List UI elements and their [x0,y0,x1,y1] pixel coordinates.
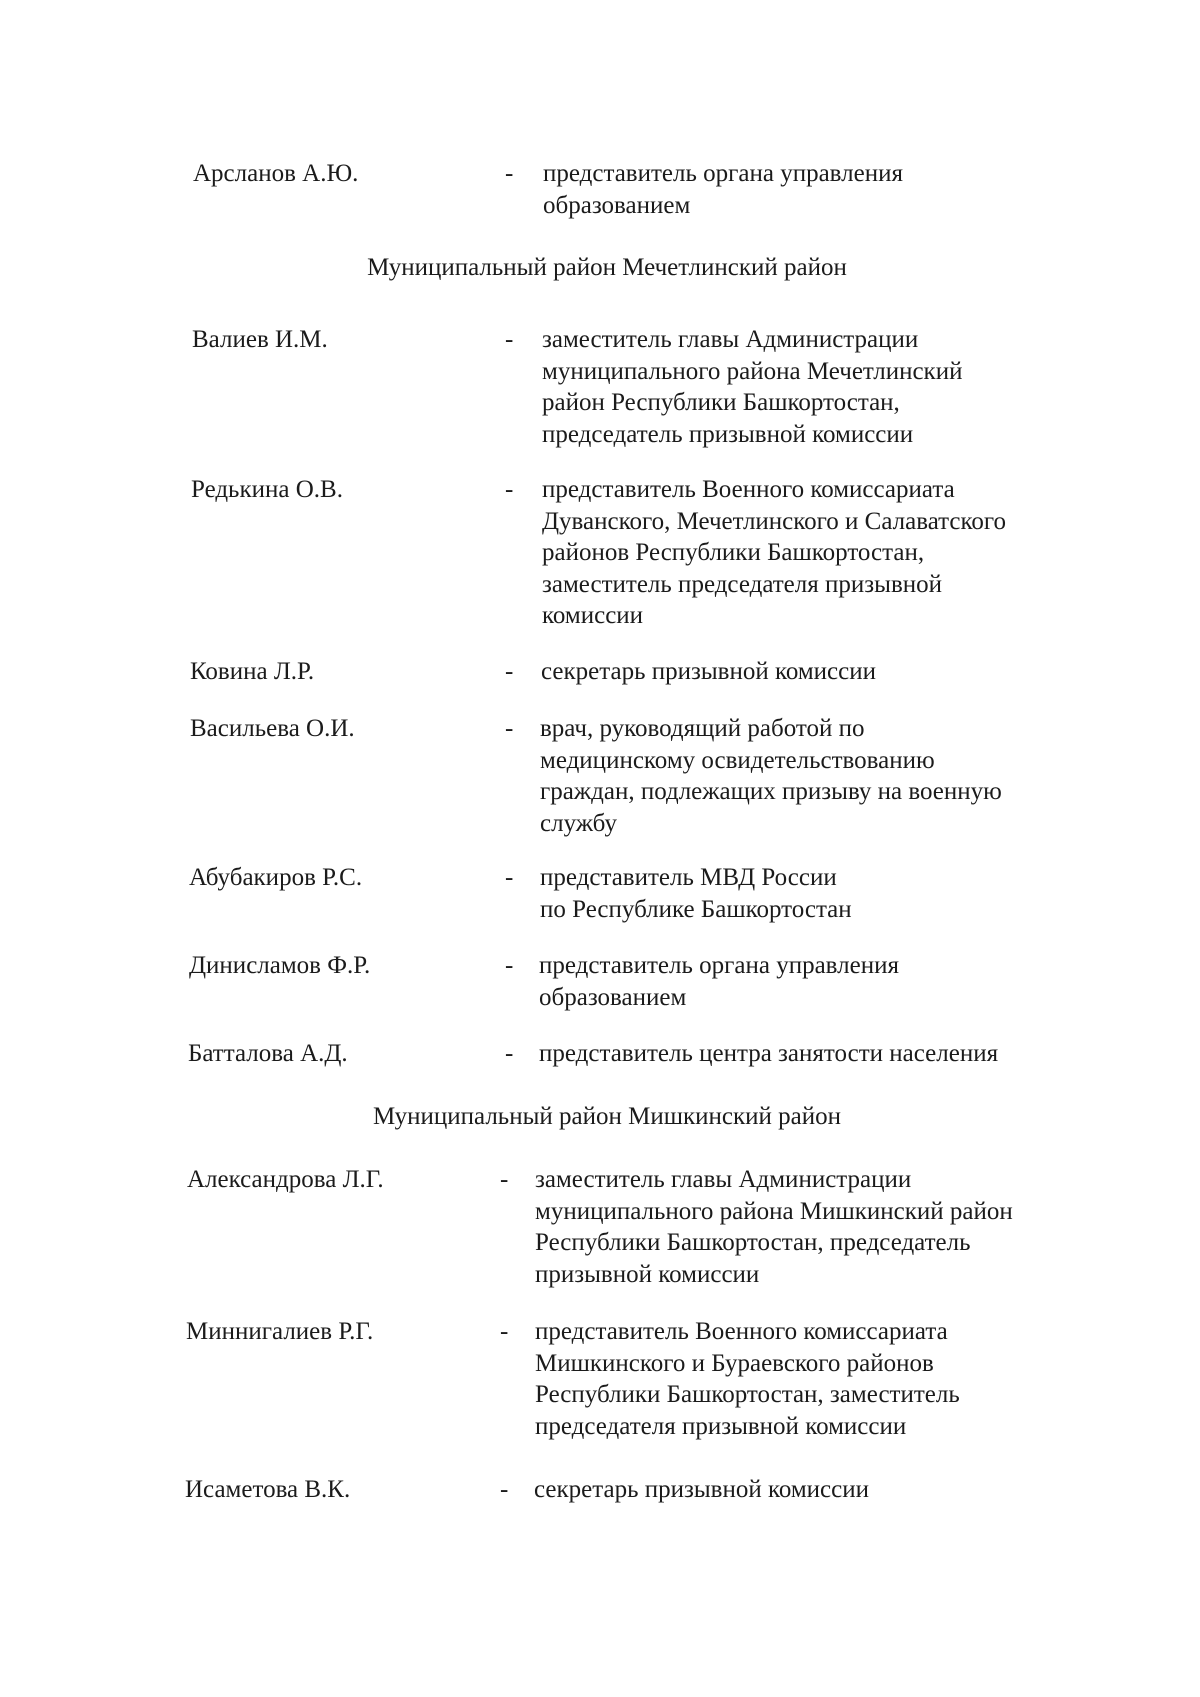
role-line: секретарь призывной комиссии [541,658,877,685]
dash-separator: - [505,658,514,685]
member-role [535,1316,960,1442]
dash-separator: - [500,1166,509,1193]
member-role [542,324,962,450]
role-line: представитель Военного комиссариата [542,476,955,503]
member-name: Абубакиров Р.С. [189,864,363,891]
role-line: медицинскому освидетельствованию [540,746,935,774]
role-line: по Республике Башкортостан [540,895,852,923]
member-name: Миннигалиев Р.Г. [186,1318,374,1345]
member-name: Валиев И.М. [192,326,328,353]
role-line: районов Республики Башкортостан, [542,539,925,566]
role-line: представитель центра занятости населения [539,1040,999,1067]
role-line: комиссии [542,602,644,629]
role-line: председатель призывной комиссии [542,420,914,448]
role-line: Республики Башкортостан, председатель [535,1229,971,1256]
role-line: заместитель главы Администрации [535,1166,912,1193]
role-line: Республики Башкортостан, заместитель [535,1381,960,1408]
section-heading [0,252,1200,284]
dash-separator: - [505,160,514,187]
member-role [540,862,852,925]
role-line: заместитель председателя призывной [542,570,942,598]
role-line: образованием [543,191,691,219]
member-role [540,713,1002,839]
dash-separator: - [505,715,514,742]
role-line: секретарь призывной комиссии [534,1476,870,1503]
member-name: Динисламов Ф.Р. [189,952,371,979]
dash-separator: - [505,326,514,353]
role-line: граждан, подлежащих призыву на военную [540,778,1002,805]
role-line: образованием [539,983,687,1011]
role-line: район Республики Башкортостан, [542,389,900,416]
section-heading-text: Муниципальный район Мечетлинский район [367,254,847,281]
member-name: Арсланов А.Ю. [193,160,359,187]
dash-separator: - [505,476,514,503]
role-line: службу [540,809,617,837]
dash-separator: - [505,864,514,891]
role-line: муниципального района Мечетлинский [542,357,963,385]
dash-separator: - [505,1040,514,1067]
member-name: Батталова А.Д. [188,1040,348,1067]
member-role [541,656,876,688]
member-name: Александрова Л.Г. [187,1166,384,1193]
member-name: Васильева О.И. [190,715,355,742]
role-line: представитель МВД России [540,864,837,891]
role-line: врач, руководящий работой по [540,715,865,742]
member-name: Редькина О.В. [191,476,343,503]
role-line: представитель органа управления [543,160,903,187]
role-line: Мишкинского и Бураевского районов [535,1349,934,1377]
role-line: муниципального района Мишкинский район [535,1197,1013,1225]
member-role [539,950,899,1013]
section-heading [0,1101,1200,1133]
role-line: представитель Военного комиссариата [535,1318,948,1345]
role-line: заместитель главы Администрации [542,326,919,353]
member-role [543,158,903,221]
member-role [539,1038,998,1070]
member-role [534,1474,869,1506]
role-line: представитель органа управления [539,952,899,979]
member-name: Ковина Л.Р. [190,658,315,685]
member-name: Исаметова В.К. [185,1476,351,1503]
role-line: председателя призывной комиссии [535,1412,907,1440]
section-heading-text: Муниципальный район Мишкинский район [373,1103,841,1130]
dash-separator: - [500,1476,509,1503]
member-role [542,474,1006,632]
dash-separator: - [505,952,514,979]
dash-separator: - [500,1318,509,1345]
role-line: призывной комиссии [535,1260,760,1288]
member-role [535,1164,1013,1290]
role-line: Дуванского, Мечетлинского и Салаватского [542,507,1006,535]
